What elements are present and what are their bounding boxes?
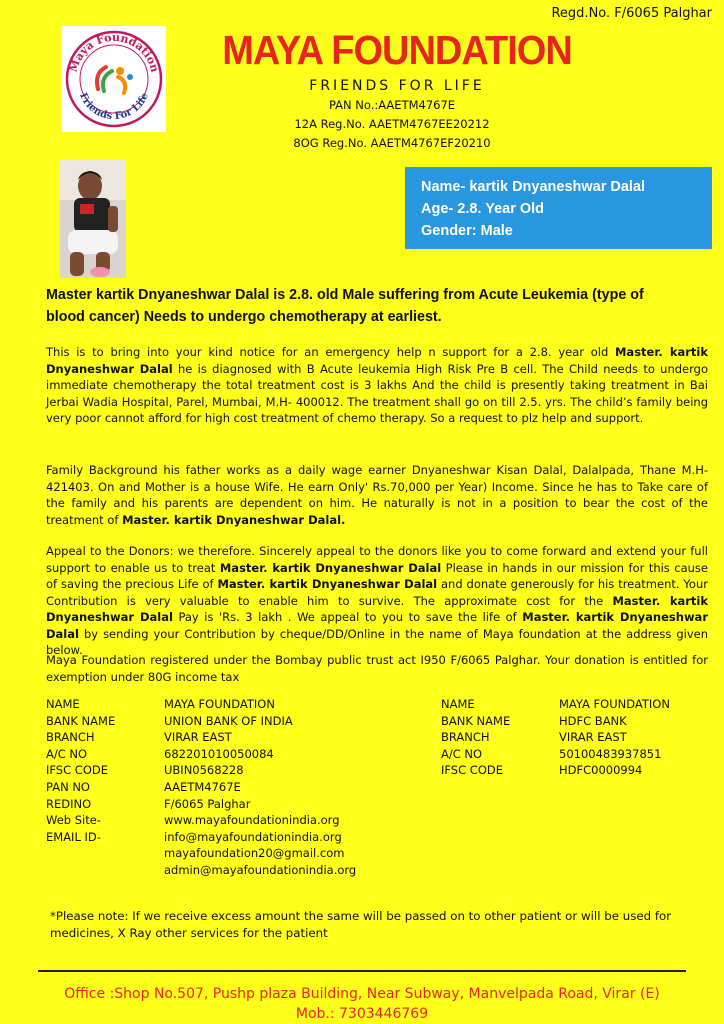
patient-info-card bbox=[405, 167, 712, 249]
family-background-paragraph: Family Background his father works as a daily wage earner Dnyaneshwar Kisan Dalal, Dalalpada, Thane M.H- 421403. On and Mother is a house Wife. He earn Only' Rs.70,000 per Year) Income. Since he has to Take care of the family and his parents are dependent on him. He naturally is not in a position to bear the cost of the treatment of Master. kartik Dnyaneshwar Dalal. bbox=[46, 463, 708, 527]
email-row bbox=[46, 845, 356, 862]
bank-row: PAN NO AAETM4767E bbox=[46, 779, 241, 794]
bank-row: BANK NAME HDFC BANK bbox=[441, 713, 627, 728]
bank-row: NAME MAYA FOUNDATION bbox=[441, 697, 670, 711]
donor-appeal-paragraph: Appeal to the Donors: we therefore. Sincerely appeal to the donors like you to come forward and extend your full support to enable us to treat Master. kartik Dnyaneshwar Dalal Please in hands in our mission for this cause of saving the precious Life of Master. kartik Dnyaneshwar Dalal and donate generously for his treatment. Your Contribution is very valuable to enable him to survive. The approximate cost for the Master. kartik Dnyaneshwar Dalal Pay is 'Rs. 3 lakh . We appeal to you to save the life of Master. kartik Dnyaneshwar Dalal by sending your Contribution by cheque/DD/Online in the name of Maya foundation at the address given below. bbox=[46, 544, 708, 657]
bank-row: A/C NO 682201010050084 bbox=[46, 746, 274, 761]
appeal-headline: Master kartik Dnyaneshwar Dalal is 2.8. old Male suffering from Acute Leukemia (type of blood cancer) Needs to undergo chemotherapy at earliest. bbox=[46, 287, 644, 325]
bank-row: IFSC CODE HDFC0000994 bbox=[441, 763, 643, 778]
footer-address bbox=[0, 984, 724, 1024]
website-link[interactable]: www.mayafoundationindia.org bbox=[164, 813, 340, 828]
email-row bbox=[46, 862, 356, 879]
patient-name: Name- kartik Dnyaneshwar Dalal bbox=[421, 179, 646, 195]
registration-number: Regd.No. F/6065 Palghar bbox=[551, 6, 712, 21]
bank-row: BRANCH VIRAR EAST bbox=[441, 730, 627, 745]
bank-details-hdfc bbox=[441, 696, 670, 779]
website-row: Web Site- www.mayafoundationindia.org bbox=[46, 813, 340, 828]
email-row: EMAIL ID- info@mayafoundationindia.org bbox=[46, 829, 342, 844]
email-link[interactable]: admin@mayafoundationindia.org bbox=[164, 862, 357, 877]
office-address: Office :Shop No.507, Pushp plaza Building, Near Subway, Manvelpada Road, Virar (E) bbox=[64, 986, 660, 1002]
org-title: MAYA FOUNDATION bbox=[222, 28, 572, 74]
reg-80g: 8OG Reg.No. AAETM4767EF20210 bbox=[293, 136, 491, 150]
bank-row: BRANCH VIRAR EAST bbox=[46, 730, 232, 745]
reg-12a: 12A Reg.No. AAETM4767EE20212 bbox=[294, 117, 490, 131]
excess-amount-note: *Please note: If we receive excess amount the same will be passed on to other patient or will be used for medicines, X Ray other services for the patient bbox=[50, 909, 672, 940]
bank-row: IFSC CODE UBIN0568228 bbox=[46, 763, 244, 778]
footer-divider bbox=[38, 970, 686, 972]
org-tagline: FRIENDS FOR LIFE bbox=[309, 78, 485, 94]
registration-paragraph: Maya Foundation registered under the Bombay public trust act I950 F/6065 Palghar. Your donation is entitled for exemption under 80G income tax bbox=[46, 653, 708, 684]
pan-number: PAN No.:AAETM4767E bbox=[328, 98, 456, 112]
email-link[interactable]: info@mayafoundationindia.org bbox=[164, 829, 342, 844]
mobile-number: Mob.: 7303446769 bbox=[295, 1006, 429, 1022]
bank-details-union bbox=[46, 696, 356, 879]
bank-row: BANK NAME UNION BANK OF INDIA bbox=[46, 713, 293, 728]
patient-age: Age- 2.8. Year Old bbox=[421, 201, 545, 217]
patient-gender: Gender: Male bbox=[421, 223, 513, 239]
patient-photo bbox=[60, 160, 126, 278]
email-link[interactable]: mayafoundation20@gmail.com bbox=[164, 846, 345, 861]
bank-row: NAME MAYA FOUNDATION bbox=[46, 697, 275, 711]
svg-text:Maya Foundation: Maya Foundation bbox=[66, 30, 162, 74]
bank-row: A/C NO 50100483937851 bbox=[441, 746, 662, 761]
svg-text:Friends For Life: Friends For Life bbox=[77, 91, 151, 123]
bank-row: REDINO F/6065 Palghar bbox=[46, 796, 251, 811]
intro-paragraph: This is to bring into your kind notice for an emergency help n support for a 2.8. year old Master. kartik Dnyaneshwar Dalal he is diagnosed with B Acute leukemia High Risk Pre B cell. The Child needs to undergo immediate chemotherapy the total treatment cost is 3 lakhs And the child is presently taking treatment in Bai Jerbai Wadia Hospital, Parel, Mumbai, M.H- 400012. The treatment shall go on till 2.5. yrs. The child’s family being very poor cannot afford for high cost treatment of chemo therapy. So a request to plz help and support. bbox=[46, 345, 708, 425]
